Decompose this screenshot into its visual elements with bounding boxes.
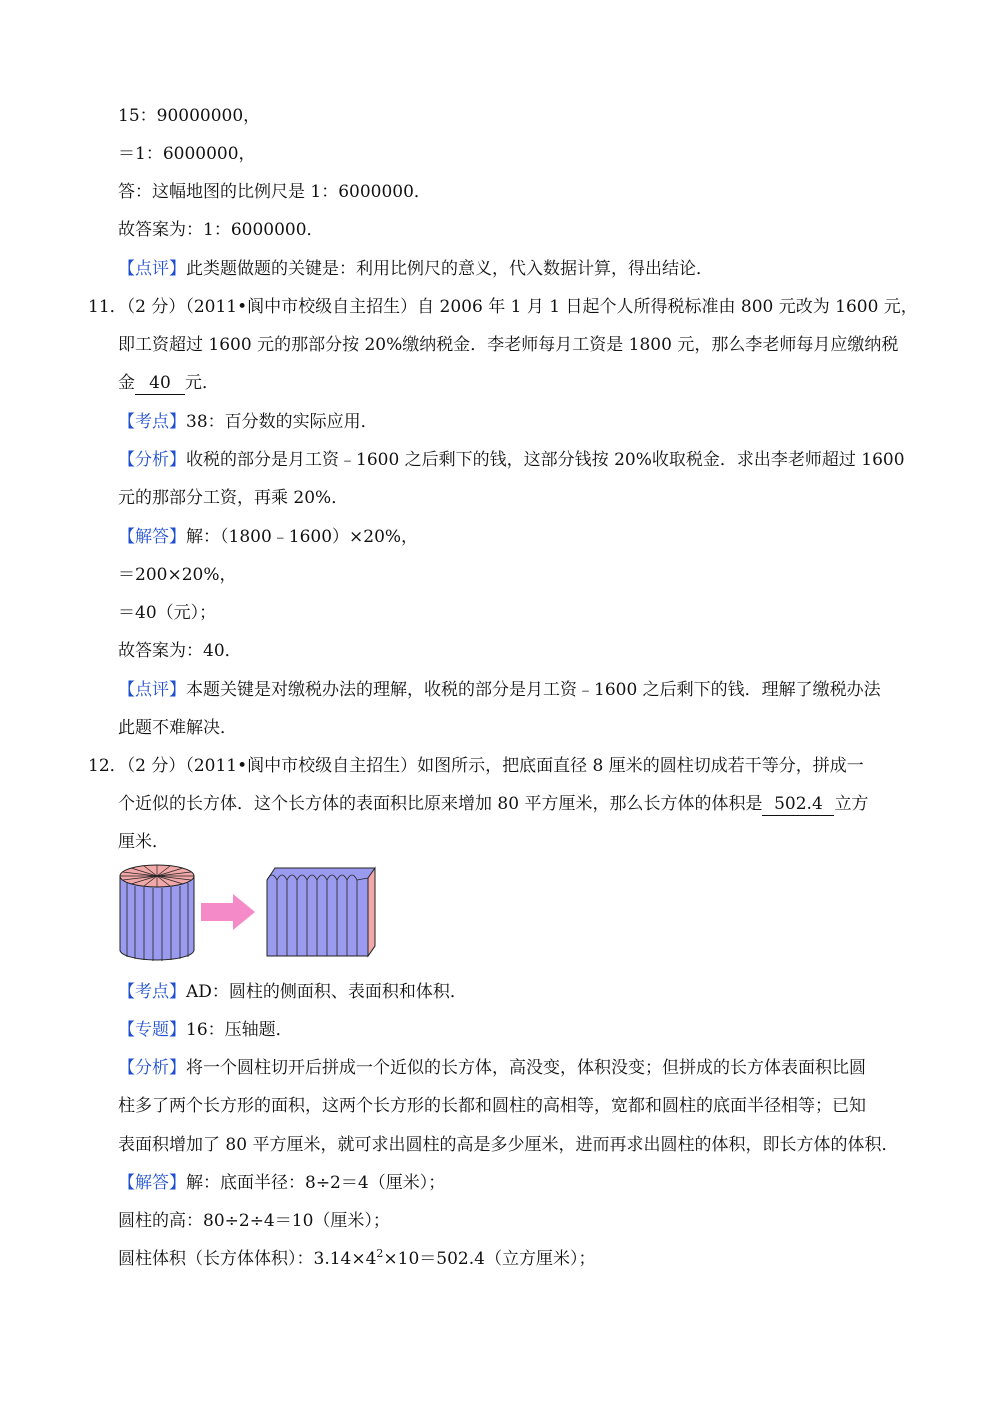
q11-line-3-post: 元． <box>185 373 219 393</box>
q12-zhuanti <box>118 1018 293 1042</box>
kaodian-text: AD：圆柱的侧面积、表面积和体积． <box>186 982 467 1002</box>
q12-jieda-3 <box>118 1247 595 1271</box>
q11-fenxi <box>118 448 905 472</box>
q11-jieda <box>118 525 418 549</box>
q11-dianping-2: 此题不难解决． <box>118 718 237 738</box>
dianping-text: 本题关键是对缴税办法的理解，收税的部分是月工资﹣1600 之后剩下的钱．理解了缴税办法 <box>186 680 881 700</box>
q11-line-2: 即工资超过 1600 元的那部分按 20%缴纳税金．李老师每月工资是 1800 元，那么李老师每月应缴纳税 <box>118 335 899 355</box>
jieda-text: 解：底面半径：8÷2＝4（厘米）； <box>186 1173 446 1193</box>
cylinder-icon <box>120 865 194 961</box>
q12-kaodian <box>118 980 467 1004</box>
q11-dianping <box>118 678 881 702</box>
q12-fenxi-2: 柱多了两个长方形的面积，这两个长方形的长都和圆柱的高相等，宽都和圆柱的底面半径相等；已知 <box>118 1096 866 1116</box>
q12-fenxi <box>118 1056 866 1080</box>
q12-jieda <box>118 1171 445 1195</box>
q12-line-2 <box>118 792 868 816</box>
q12-header <box>88 754 864 778</box>
prev-line-2: ＝1：6000000， <box>118 144 256 164</box>
q11-answer-blank: 40 <box>135 372 185 395</box>
kaodian-tag: 【考点】 <box>118 982 186 1002</box>
jieda-tag: 【解答】 <box>118 527 186 547</box>
jieda-tag: 【解答】 <box>118 1173 186 1193</box>
q12-line-2-pre: 个近似的长方体．这个长方体的表面积比原来增加 80 平方厘米，那么长方体的体积是 <box>118 794 763 814</box>
arrow-right-icon <box>201 894 255 930</box>
q12-jieda-2: 圆柱的高：80÷2÷4＝10（厘米）； <box>118 1211 390 1231</box>
q11-line-3-pre: 金 <box>118 373 135 393</box>
q12-number: 12． <box>88 756 127 776</box>
fenxi-tag: 【分析】 <box>118 450 186 470</box>
q11-kaodian <box>118 410 378 434</box>
fenxi-tag: 【分析】 <box>118 1058 186 1078</box>
q11-fenxi-2: 元的那部分工资，再乘 20%． <box>118 488 349 508</box>
q11-header <box>88 295 918 319</box>
cylinder-to-cuboid-figure <box>115 858 390 963</box>
q11-text: （2 分）（2011•阆中市校级自主招生）自 2006 年 1 月 1 日起个人所得税标准由 800 元改为 1600 元， <box>126 297 918 317</box>
dianping-text: 此类题做题的关键是：利用比例尺的意义，代入数据计算，得出结论． <box>186 259 713 279</box>
q12-line-2-post: 立方 <box>834 794 869 814</box>
q12-jieda-3-exponent: 2 <box>376 1247 384 1260</box>
dianping-tag: 【点评】 <box>118 680 186 700</box>
prev-dianping <box>118 257 713 281</box>
fenxi-text: 将一个圆柱切开后拼成一个近似的长方体，高没变，体积没变；但拼成的长方体表面积比圆 <box>186 1058 866 1078</box>
q11-jieda-3: ＝40（元）； <box>118 603 217 623</box>
q12-fenxi-3: 表面积增加了 80 平方厘米，就可求出圆柱的高是多少厘米，进而再求出圆柱的体积，即长方体的体积． <box>118 1135 899 1155</box>
q11-line-3 <box>118 371 219 395</box>
q11-jieda-4: 故答案为：40． <box>118 641 242 661</box>
jieda-text: 解：（1800﹣1600）×20%， <box>186 527 419 547</box>
q12-jieda-3-pre: 圆柱体积（长方体体积）：3.14×4 <box>118 1249 377 1269</box>
q12-jieda-3-post: ×10＝502.4（立方厘米）； <box>383 1249 596 1269</box>
q11-jieda-2: ＝200×20%， <box>118 565 237 585</box>
kaodian-text: 38：百分数的实际应用． <box>186 412 378 432</box>
zhuanti-text: 16：压轴题． <box>186 1020 293 1040</box>
dianping-tag: 【点评】 <box>118 259 186 279</box>
prev-line-4: 故答案为：1：6000000． <box>118 220 324 240</box>
q12-answer-blank: 502.4 <box>762 793 834 816</box>
q12-line-3: 厘米． <box>118 832 169 852</box>
prev-line-1: 15：90000000， <box>118 106 261 126</box>
cuboid-icon <box>267 868 375 956</box>
q11-number: 11． <box>88 297 127 317</box>
prev-line-3: 答：这幅地图的比例尺是 1：6000000． <box>118 182 431 202</box>
q12-text: （2 分）（2011•阆中市校级自主招生）如图所示，把底面直径 8 厘米的圆柱切成若干等分，拼成一 <box>126 756 864 776</box>
fenxi-text: 收税的部分是月工资﹣1600 之后剩下的钱，这部分钱按 20%收取税金．求出李老师超过 1600 <box>186 450 905 470</box>
zhuanti-tag: 【专题】 <box>118 1020 186 1040</box>
kaodian-tag: 【考点】 <box>118 412 186 432</box>
